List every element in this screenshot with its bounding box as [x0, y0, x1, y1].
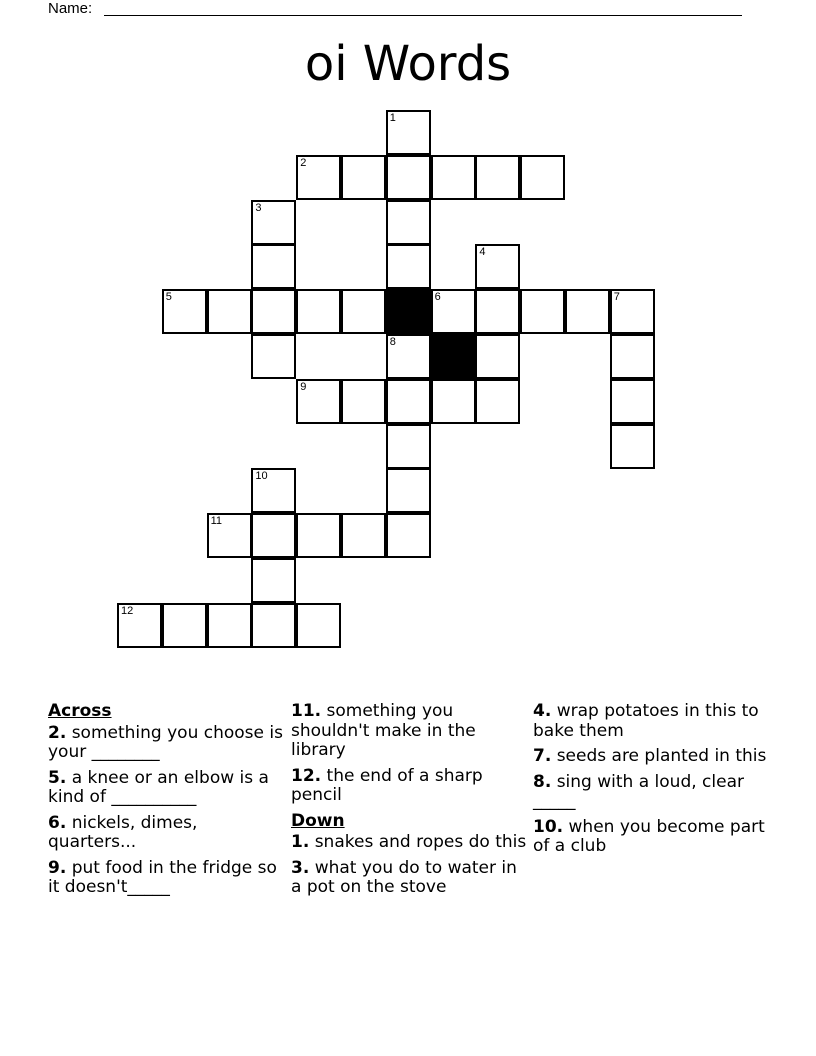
clue-number: 3 [255, 201, 262, 214]
grid-cell[interactable] [341, 155, 386, 200]
grid-cell[interactable] [162, 603, 207, 648]
grid-cell[interactable] [475, 244, 520, 289]
grid-cell[interactable] [610, 424, 655, 469]
clue-number: 2 [300, 156, 307, 169]
grid-cell[interactable] [386, 110, 431, 155]
name-label: Name: [48, 0, 93, 17]
grid-cell[interactable] [610, 334, 655, 379]
grid-cell[interactable] [251, 513, 296, 558]
clue-down-3: 3. what you do to water in a pot on the stove [291, 857, 517, 897]
clue-number: 7 [613, 291, 620, 304]
clue-across-6: 6. nickels, dimes, quarters... [48, 812, 198, 852]
grid-cell[interactable] [341, 289, 386, 334]
black-cell [431, 334, 476, 379]
clue-number: 12 [121, 604, 134, 617]
grid-cell[interactable] [341, 513, 386, 558]
grid-cell[interactable] [475, 334, 520, 379]
grid-cell[interactable] [207, 603, 252, 648]
clue-down-8: 8. sing with a loud, clear _____ [533, 771, 744, 811]
grid-cell[interactable] [207, 513, 252, 558]
grid-cell[interactable] [207, 289, 252, 334]
grid-cell[interactable] [251, 334, 296, 379]
clue-down-1: 1. snakes and ropes do this [291, 832, 527, 852]
clue-down-7: 7. seeds are planted in this [533, 746, 767, 766]
clue-across-12: 12. the end of a sharp pencil [291, 765, 483, 805]
clue-number: 9 [300, 380, 307, 393]
grid-cell[interactable] [251, 603, 296, 648]
grid-cell[interactable] [341, 379, 386, 424]
clue-number: 8 [389, 336, 396, 348]
grid-cell[interactable] [386, 244, 431, 289]
grid-cell[interactable] [251, 468, 296, 513]
clue-number: 11 [210, 515, 223, 528]
clue-across-2: 2. something you choose is your ________ [48, 722, 283, 762]
grid-cell[interactable] [475, 379, 520, 424]
clue-across-9: 9. put food in the fridge so it doesn't_____ [48, 857, 277, 897]
grid-cell[interactable] [386, 334, 431, 379]
clue-number: 6 [434, 291, 441, 304]
grid-cell[interactable] [520, 289, 565, 334]
grid-cell[interactable] [251, 289, 296, 334]
grid-cell[interactable] [251, 558, 296, 603]
grid-cell[interactable] [296, 379, 341, 424]
grid-cell[interactable] [610, 379, 655, 424]
grid-cell[interactable] [520, 155, 565, 200]
grid-cell[interactable] [296, 513, 341, 558]
grid-cell[interactable] [386, 379, 431, 424]
grid-cell[interactable] [296, 289, 341, 334]
grid-cell[interactable] [431, 289, 476, 334]
down-heading: Down [291, 810, 345, 831]
clues-column-2 [291, 702, 531, 904]
grid-cell[interactable] [610, 289, 655, 334]
clue-across-5: 5. a knee or an elbow is a kind of __________ [48, 767, 269, 807]
grid-cell[interactable] [296, 603, 341, 648]
grid-cell[interactable] [251, 244, 296, 289]
clue-down-10: 10. when you become part of a club [533, 816, 765, 856]
grid-cell[interactable] [475, 289, 520, 334]
clues-column-1 [48, 702, 288, 904]
across-heading: Across [48, 701, 112, 721]
clues-column-3 [533, 702, 773, 863]
grid-cell[interactable] [475, 155, 520, 200]
clue-across-11: 11. something you shouldn't make in the library [291, 701, 476, 760]
grid-cell[interactable] [565, 289, 610, 334]
clue-down-4: 4. wrap potatoes in this to bake them [533, 701, 759, 741]
grid-cell[interactable] [117, 603, 162, 648]
grid-cell[interactable] [431, 379, 476, 424]
grid-cell[interactable] [431, 155, 476, 200]
clue-number: 5 [165, 291, 172, 304]
grid-cell[interactable] [386, 424, 431, 469]
grid-cell[interactable] [386, 200, 431, 245]
clue-number: 1 [389, 112, 396, 124]
grid-cell[interactable] [386, 513, 431, 558]
black-cell [386, 289, 431, 334]
grid-cell[interactable] [386, 155, 431, 200]
grid-cell[interactable] [162, 289, 207, 334]
grid-cell[interactable] [296, 155, 341, 200]
page-title: oi Words [304, 36, 512, 92]
grid-cell[interactable] [251, 200, 296, 245]
clue-number: 4 [479, 246, 486, 259]
grid-cell[interactable] [386, 468, 431, 513]
clue-number: 10 [255, 470, 268, 483]
